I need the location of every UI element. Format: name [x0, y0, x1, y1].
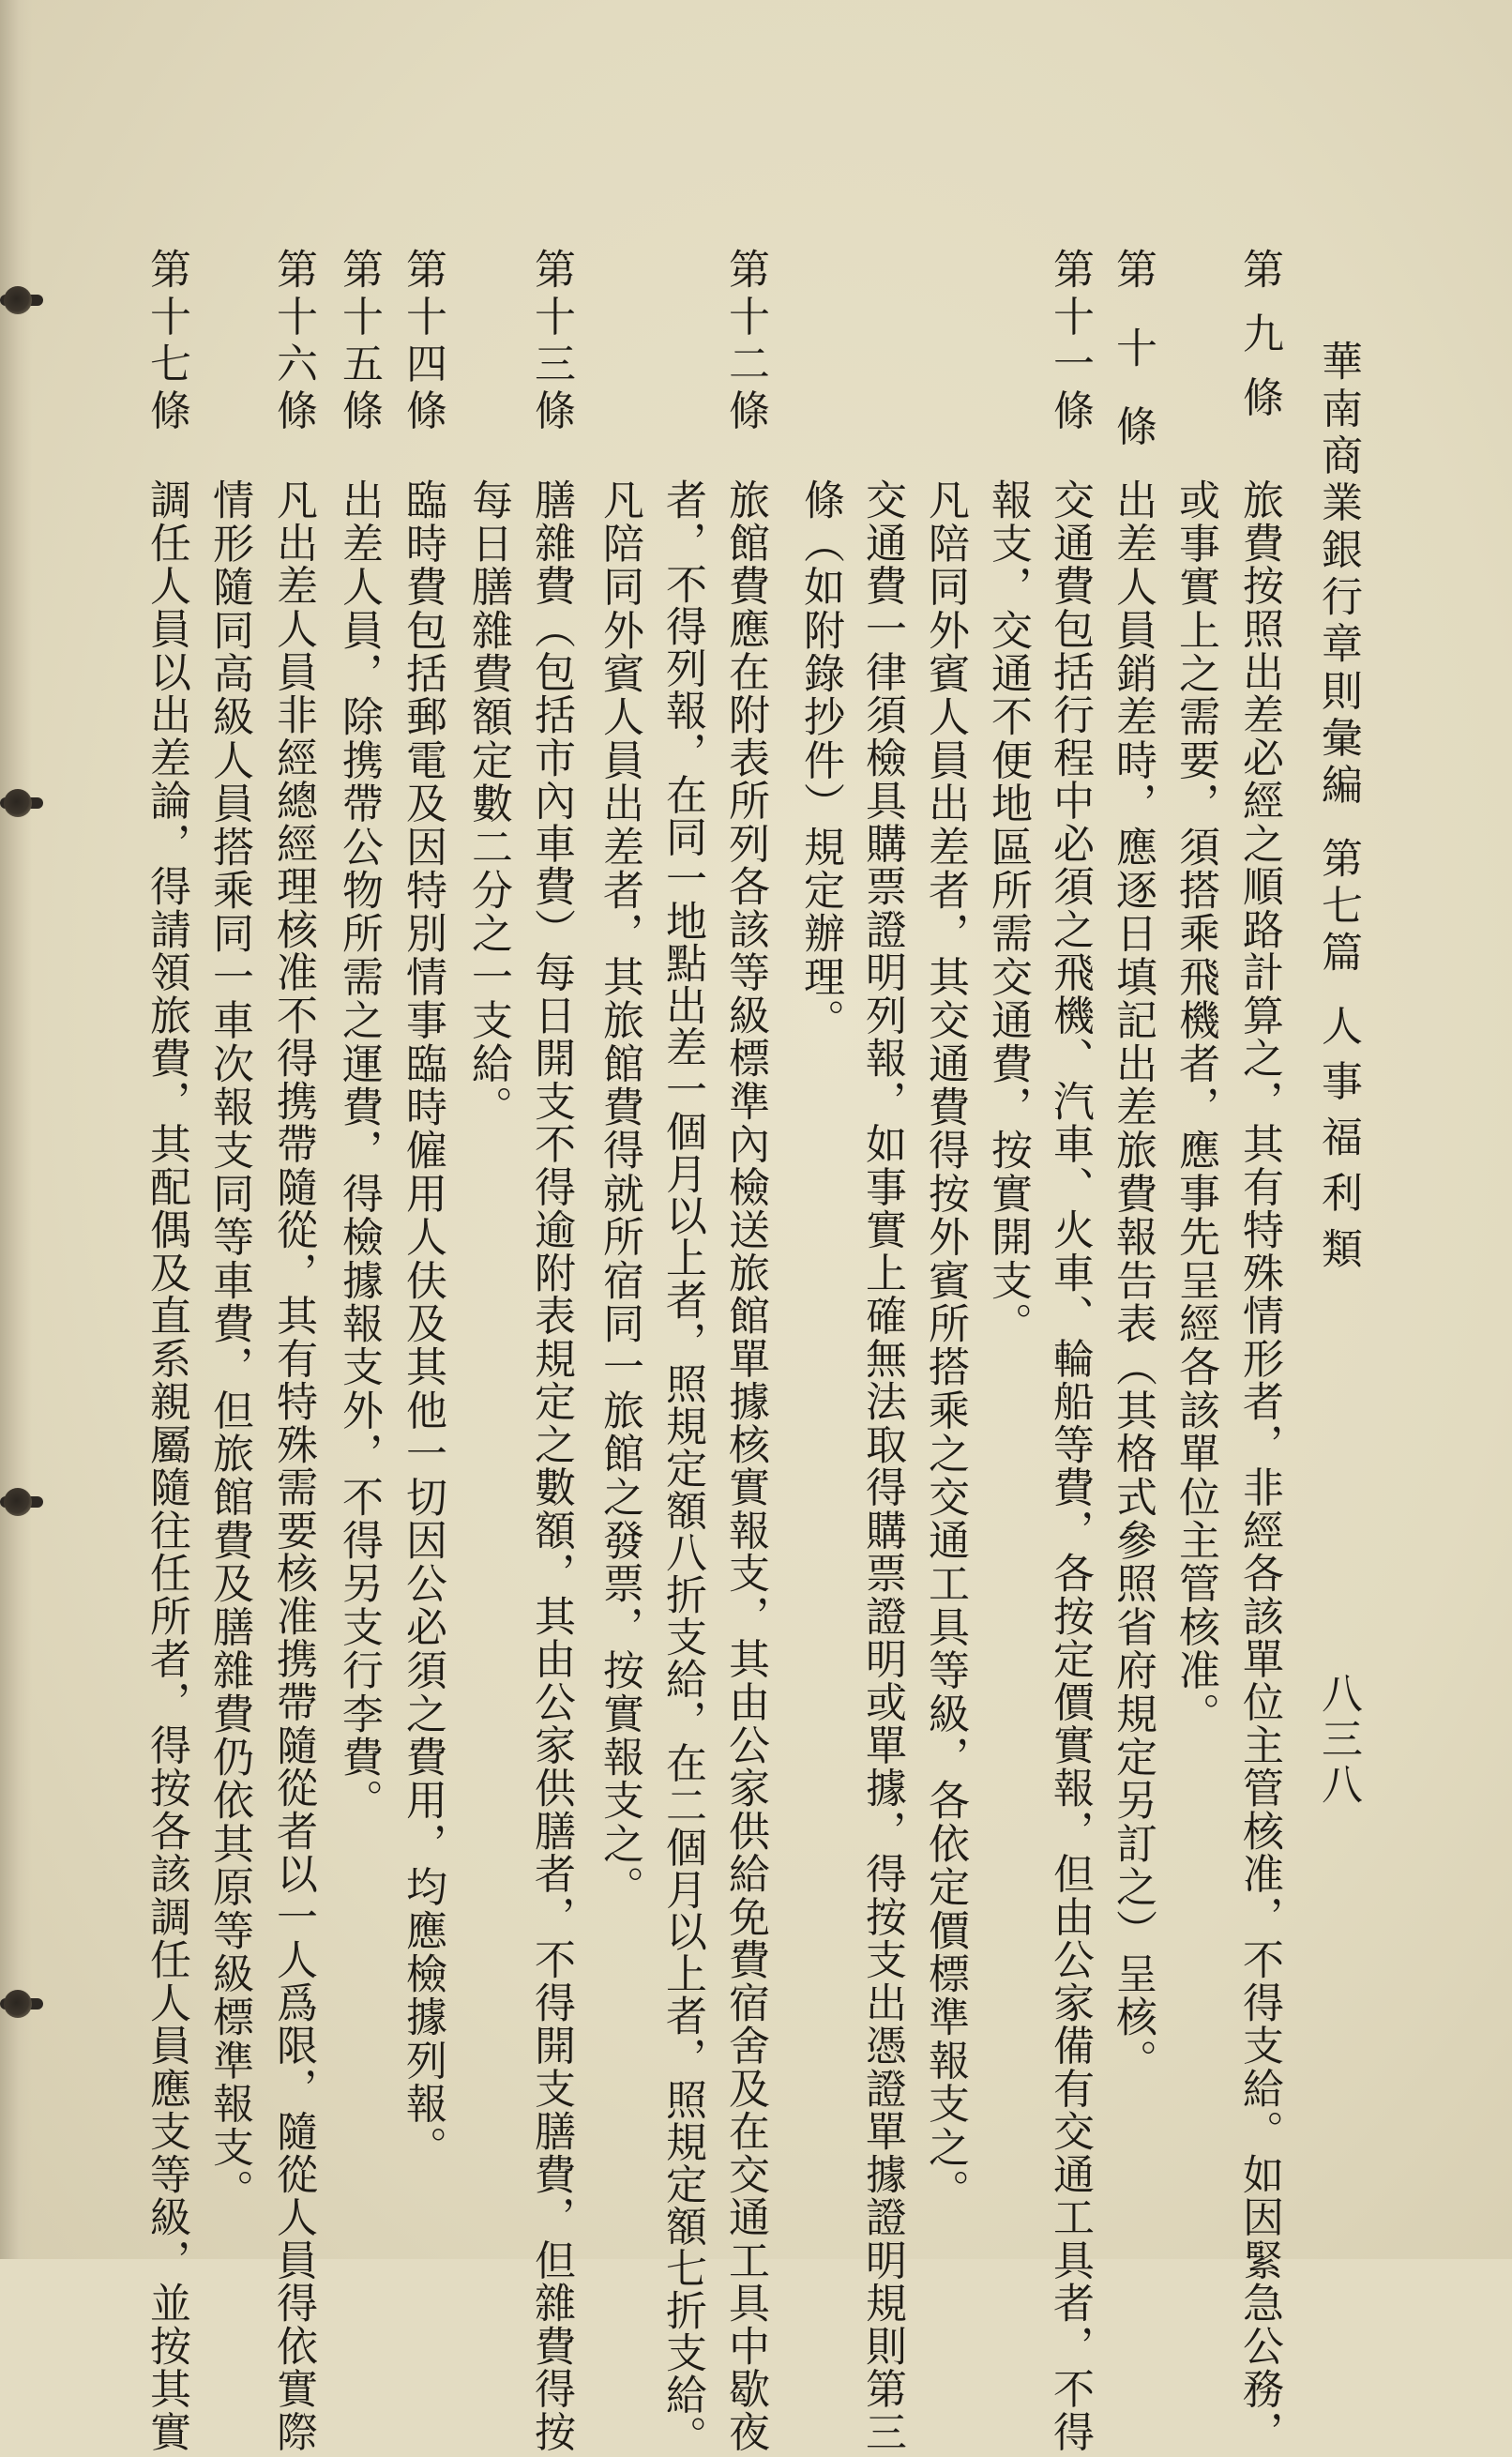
article-number: 第十二條 — [721, 248, 769, 436]
running-header — [1314, 340, 1362, 1283]
article-number: 第十三條 — [527, 248, 575, 436]
article-line: 報支，交通不便地區所需交通費，按實開支。 — [984, 478, 1032, 1345]
page-number: 八三八 — [1314, 1672, 1362, 1809]
binding-edge — [0, 0, 32, 2259]
article-line: 旅館費應在附表所列各該等級標準內檢送旅館單據核實報支，其由公家供給免費宿舍及在交通工具中歇夜 — [721, 478, 769, 2453]
article-line: 交通費包括行程中必須之飛機、汽車、火車、輪船等費，各按定價實報，但由公家備有交通工具者，不得 — [1046, 478, 1094, 2453]
article-number: 第十一條 — [1046, 248, 1094, 436]
article-line: 臨時費包括郵電及因特別情事臨時僱用人伕及其他一切因公必須之費用，均應檢據列報。 — [399, 478, 446, 2169]
article-line: 膳雜費（包括市內車費）每日開支不得逾附表規定之數額，其由公家供膳者，不得開支膳費，但雜費得按 — [527, 478, 575, 2453]
article-line: 或事實上之需要，須搭乘飛機者，應事先呈經各該單位主管核准。 — [1172, 478, 1219, 1736]
article-line: 情形隨同高級人員搭乘同一車次報支同等車費，但旅館費及膳雜費仍依其原等級標準報支。 — [205, 478, 253, 2212]
article-line: 凡出差人員非經總經理核准不得携帶隨從，其有特殊需要核准携帶隨從者以一人爲限，隨從人員得依實際 — [269, 478, 317, 2453]
article-line: 凡陪同外賓人員出差者，其旅館費得就所宿同一旅館之發票，按實報支之。 — [596, 478, 643, 1909]
article-number: 第九條 — [1235, 248, 1283, 440]
binding-hole — [4, 789, 32, 817]
article-line: 調任人員以出差論，得請領旅費，其配偶及直系親屬隨往任所者，得按各該調任人員應支等級，並按其實 — [143, 478, 190, 2453]
article-line: 條（如附錄抄件）規定辦理。 — [796, 478, 844, 1042]
article-line: 每日膳雜費額定數二分之一支給。 — [464, 478, 512, 1129]
binding-hole — [4, 1990, 32, 2018]
article-line: 出差人員，除携帶公物所需之運費，得檢據報支外，不得另支行李費。 — [335, 478, 383, 1823]
binding-hole — [4, 1488, 32, 1516]
article-number: 第十七條 — [143, 248, 190, 436]
article-number: 第十條 — [1109, 248, 1157, 483]
chapter-label: 第七篇 — [1314, 836, 1362, 978]
article-line: 凡陪同外賓人員出差者，其交通費得按外賓所搭乘之交通工具等級，各依定價標準報支之。 — [921, 478, 969, 2212]
article-line: 旅費按照出差必經之順路計算之，其有特殊情形者，非經各該單位主管核准，不得支給。如因緊急公務， — [1235, 478, 1283, 2453]
book-title: 華南商業銀行章則彙編 — [1314, 340, 1362, 811]
article-line: 出差人員銷差時，應逐日填記出差旅費報告表（其格式參照省府規定另訂之）呈核。 — [1109, 478, 1157, 2083]
article-number: 第十六條 — [269, 248, 317, 436]
article-line: 交通費一律須檢具購票證明列報，如事實上確無法取得購票證明或單據，得按支出憑證單據證明規則第三 — [858, 478, 906, 2453]
article-number: 第十四條 — [399, 248, 446, 436]
category-label: 人事福利類 — [1314, 1004, 1362, 1283]
article-number: 第十五條 — [335, 248, 383, 436]
binding-hole — [4, 286, 32, 314]
article-line: 者，不得列報，在同一地點出差一個月以上者，照規定額八折支給，在二個月以上者，照規定額七折支給。 — [658, 478, 706, 2457]
